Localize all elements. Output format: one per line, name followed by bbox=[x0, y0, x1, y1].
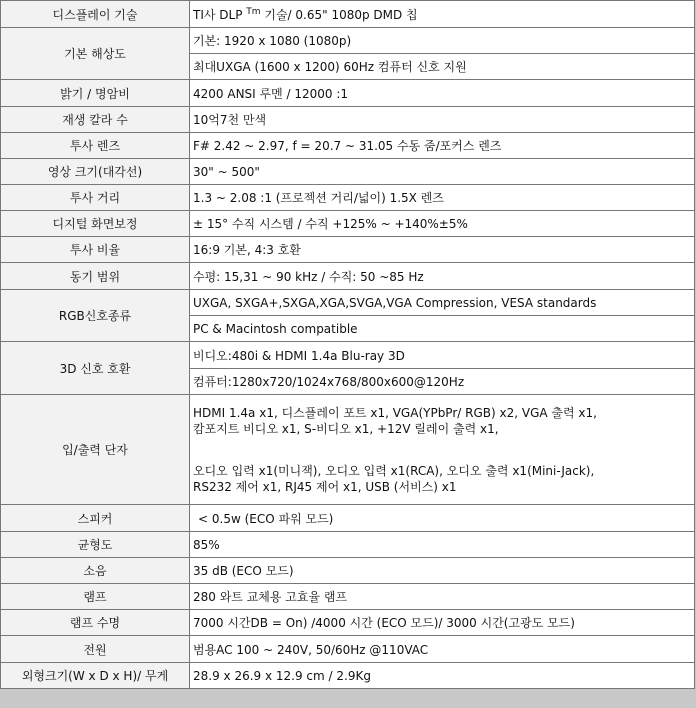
spec-row bbox=[1, 185, 695, 211]
io-gap bbox=[193, 437, 694, 463]
spec-row bbox=[1, 636, 695, 663]
spec-value: 16:9 기본, 4:3 호환 bbox=[190, 237, 695, 263]
spec-value: 최대UXGA (1600 x 1200) 60Hz 컴퓨터 신호 지원 bbox=[190, 54, 695, 80]
spec-label: 스피커 bbox=[1, 505, 190, 532]
spec-row bbox=[1, 584, 695, 610]
spec-label: 기본 해상도 bbox=[1, 28, 190, 80]
spec-label: 3D 신호 호환 bbox=[1, 342, 190, 395]
spec-value: 비디오:480i & HDMI 1.4a Blu-ray 3D bbox=[190, 342, 695, 369]
spec-row bbox=[1, 610, 695, 636]
spec-value: 7000 시간DB = On) /4000 시간 (ECO 모드)/ 3000 시간(고광도 모드) bbox=[190, 610, 695, 636]
io-line: 오디오 입력 x1(미니잭), 오디오 입력 x1(RCA), 오디오 출력 x1(Mini-Jack), bbox=[193, 463, 595, 478]
spec-label: 영상 크기(대각선) bbox=[1, 159, 190, 185]
spec-value: 28.9 x 26.9 x 12.9 cm / 2.9Kg bbox=[190, 663, 695, 689]
spec-value: 10억7천 만색 bbox=[190, 107, 695, 133]
spec-row bbox=[1, 107, 695, 133]
io-line: HDMI 1.4a x1, 디스플레이 포트 x1, VGA(YPbPr/ RGB) x2, VGA 출력 x1, bbox=[193, 405, 597, 420]
spec-value: 수평: 15,31 ~ 90 kHz / 수직: 50 ~85 Hz bbox=[190, 263, 695, 290]
spec-value: TI사 DLP $^{Tm}$ 기술/ 0.65" 1080p DMD 칩 bbox=[190, 1, 695, 28]
spec-label: 동기 범위 bbox=[1, 263, 190, 290]
spec-label: RGB신호종류 bbox=[1, 290, 190, 342]
spec-label: 입/출력 단자 bbox=[1, 395, 190, 505]
spec-row bbox=[1, 663, 695, 689]
spec-label: 투사 거리 bbox=[1, 185, 190, 211]
spec-value: 85% bbox=[190, 532, 695, 558]
spec-value: 280 와트 교체용 고효율 램프 bbox=[190, 584, 695, 610]
spec-value: UXGA, SXGA+,SXGA,XGA,SVGA,VGA Compression, VESA standards bbox=[190, 290, 695, 316]
spec-value bbox=[190, 395, 695, 505]
spec-row bbox=[1, 237, 695, 263]
spec-label: 투사 비율 bbox=[1, 237, 190, 263]
spec-value: 범용AC 100 ~ 240V, 50/60Hz @110VAC bbox=[190, 636, 695, 663]
spec-value: 30" ~ 500" bbox=[190, 159, 695, 185]
spec-value: ± 15° 수직 시스템 / 수직 +125% ~ +140%±5% bbox=[190, 211, 695, 237]
spec-value: PC & Macintosh compatible bbox=[190, 316, 695, 342]
spec-row bbox=[1, 505, 695, 532]
spec-label: 램프 bbox=[1, 584, 190, 610]
spec-row bbox=[1, 28, 695, 54]
spec-value: 1.3 ~ 2.08 :1 (프로젝션 거리/넓이) 1.5X 렌즈 bbox=[190, 185, 695, 211]
spec-value: F# 2.42 ~ 2.97, f = 20.7 ~ 31.05 수동 줌/포커스 렌즈 bbox=[190, 133, 695, 159]
spec-value: 35 dB (ECO 모드) bbox=[190, 558, 695, 584]
spec-label: 램프 수명 bbox=[1, 610, 190, 636]
spec-label: 밝기 / 명암비 bbox=[1, 80, 190, 107]
spec-row bbox=[1, 532, 695, 558]
spec-row bbox=[1, 211, 695, 237]
spec-row bbox=[1, 263, 695, 290]
io-line: RS232 제어 x1, RJ45 제어 x1, USB (서비스) x1 bbox=[193, 479, 457, 494]
spec-label: 재생 칼라 수 bbox=[1, 107, 190, 133]
spec-label: 투사 렌즈 bbox=[1, 133, 190, 159]
spec-row bbox=[1, 342, 695, 369]
spec-row bbox=[1, 558, 695, 584]
spec-value: < 0.5w (ECO 파워 모드) bbox=[190, 505, 695, 532]
spec-label: 외형크기(W x D x H)/ 무게 bbox=[1, 663, 190, 689]
spec-row bbox=[1, 133, 695, 159]
spec-value: 컴퓨터:1280x720/1024x768/800x600@120Hz bbox=[190, 369, 695, 395]
io-line: 캄포지트 비디오 x1, S-비디오 x1, +12V 릴레이 출력 x1, bbox=[193, 421, 499, 436]
spec-label: 디지털 화면보정 bbox=[1, 211, 190, 237]
spec-value: 4200 ANSI 루멘 / 12000 :1 bbox=[190, 80, 695, 107]
spec-row bbox=[1, 395, 695, 505]
spec-row bbox=[1, 159, 695, 185]
spec-label: 전원 bbox=[1, 636, 190, 663]
spec-row bbox=[1, 1, 695, 28]
spec-label: 디스플레이 기술 bbox=[1, 1, 190, 28]
spec-value: 기본: 1920 x 1080 (1080p) bbox=[190, 28, 695, 54]
spec-label: 균형도 bbox=[1, 532, 190, 558]
spec-row bbox=[1, 80, 695, 107]
spec-row bbox=[1, 290, 695, 316]
spec-label: 소음 bbox=[1, 558, 190, 584]
